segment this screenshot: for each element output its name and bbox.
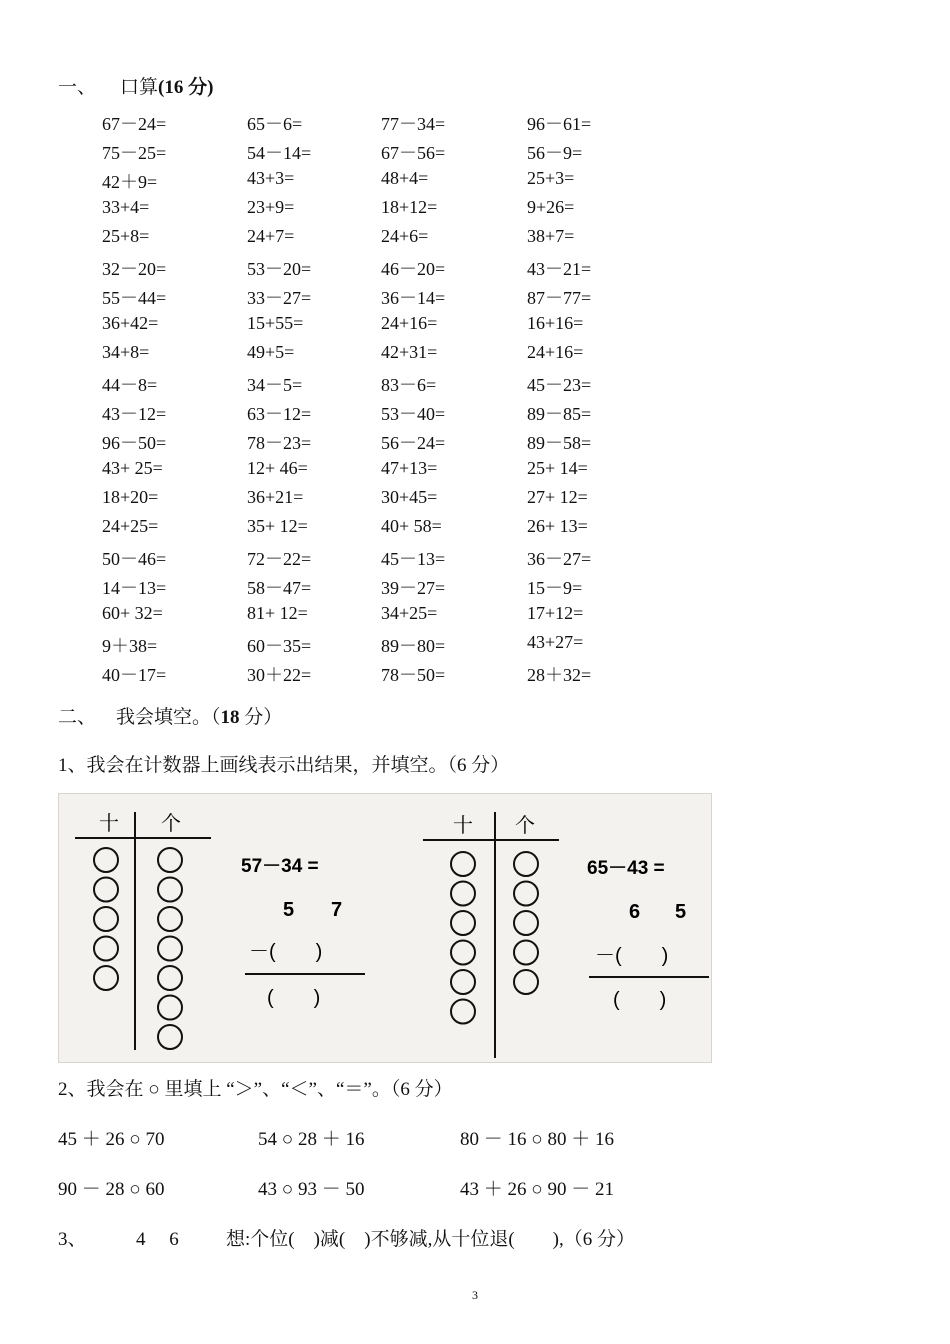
arith-row: [102, 197, 662, 226]
arith-problem: 30＋22=: [247, 665, 312, 685]
arith-problem: 78－50=: [381, 665, 446, 685]
arith-problem: 42+31=: [381, 342, 438, 362]
right-tens-digit: 6: [629, 901, 641, 923]
arith-row: [102, 284, 662, 313]
arith-problem: 36－27=: [527, 549, 592, 569]
arith-problem: 54－14=: [247, 143, 312, 163]
compare-item: 54 ○ 28 ＋ 16: [258, 1129, 365, 1150]
ones-bead: [514, 852, 538, 876]
ones-bead: [514, 911, 538, 935]
arith-problem: 67－56=: [381, 143, 446, 163]
arith-row: [102, 545, 662, 574]
arith-problem: 46－20=: [381, 259, 446, 279]
arith-problem: 34+8=: [102, 342, 150, 362]
compare-item: 80 － 16 ○ 80 ＋ 16: [460, 1129, 614, 1150]
arith-problem: 40+ 58=: [381, 516, 442, 536]
tens-bead: [451, 970, 475, 994]
arith-problem: 47+13=: [381, 458, 438, 478]
arith-problem: 67－24=: [102, 114, 167, 134]
left-tens-digit: 5: [283, 899, 295, 921]
arith-row: [102, 342, 662, 371]
abacus-figure: [58, 793, 712, 1063]
arith-problem: 42＋9=: [102, 172, 158, 192]
arith-problem: 33+4=: [102, 197, 150, 217]
left-tens-label: 十: [99, 813, 119, 835]
arith-problem: 18+20=: [102, 487, 159, 507]
arith-row: [102, 516, 662, 545]
arith-row: [102, 168, 662, 197]
right-abacus: [423, 812, 559, 1058]
section-2-number: 二、: [58, 707, 97, 728]
arith-row: [102, 661, 662, 690]
arith-row: [102, 603, 662, 632]
arith-problem: 96－50=: [102, 433, 167, 453]
left-tens-beads: [94, 848, 118, 990]
section-2-title: 我会填空。（: [116, 707, 221, 728]
arith-problem: 43+3=: [247, 168, 295, 188]
section-1-number: 一、: [58, 77, 97, 98]
arith-row: [102, 139, 662, 168]
arith-problem: 44－8=: [102, 375, 158, 395]
arith-problem: 30+45=: [381, 487, 438, 507]
arith-row: [102, 110, 662, 139]
arith-problem: 14－13=: [102, 578, 167, 598]
question-3-digits: 4 6: [136, 1229, 179, 1250]
ones-bead: [158, 937, 182, 961]
tens-bead: [451, 882, 475, 906]
arith-problem: 24+7=: [247, 226, 295, 246]
arith-problem: 15+55=: [247, 313, 304, 333]
arith-row: [102, 371, 662, 400]
compare-item: 43 ＋ 26 ○ 90 － 21: [460, 1179, 614, 1200]
arith-problem: 43+ 25=: [102, 458, 163, 478]
arith-problem: 60+ 32=: [102, 603, 163, 623]
arith-problem: 25+3=: [527, 168, 575, 188]
arith-row: [102, 632, 662, 661]
section-2-points: 18: [220, 707, 240, 728]
left-abacus: [75, 812, 211, 1050]
tens-bead: [94, 848, 118, 872]
arith-problem: 55－44=: [102, 288, 167, 308]
arith-problem: 83－6=: [381, 375, 437, 395]
section-1-points: (16 分): [158, 77, 214, 98]
arith-problem: 40－17=: [102, 665, 167, 685]
arith-row: [102, 458, 662, 487]
ones-bead: [158, 1025, 182, 1049]
arith-row: [102, 255, 662, 284]
arith-problem: 60－35=: [247, 636, 312, 656]
tens-bead: [451, 1000, 475, 1024]
question-2-text: 2、我会在 ○ 里填上 “＞”、“＜”、“＝”。（6 分）: [58, 1079, 453, 1100]
arith-problem: 36+21=: [247, 487, 304, 507]
arith-problem: 56－9=: [527, 143, 583, 163]
tens-bead: [94, 937, 118, 961]
question-1-text: 1、我会在计数器上画线表示出结果，并填空。（6 分）: [58, 755, 510, 776]
arith-problem: 53－20=: [247, 259, 312, 279]
right-ones-label: 个: [515, 815, 535, 837]
left-vertical-subtraction: [241, 856, 365, 1009]
arith-problem: 16+16=: [527, 313, 584, 333]
right-ones-digit: 5: [675, 901, 687, 923]
arith-problem: 75－25=: [102, 143, 167, 163]
arith-problem: 89－80=: [381, 636, 446, 656]
ones-bead: [514, 882, 538, 906]
arith-row: [102, 313, 662, 342]
left-minus-row: －( ): [249, 941, 323, 963]
ones-bead: [158, 996, 182, 1020]
arith-problem: 33－27=: [247, 288, 312, 308]
arith-problem: 15－9=: [527, 578, 583, 598]
ones-bead: [158, 878, 182, 902]
arith-problem: 36+42=: [102, 313, 159, 333]
arith-problem: 23+9=: [247, 197, 295, 217]
section-1-title: 口算: [120, 77, 159, 98]
arith-problem: 12+ 46=: [247, 458, 308, 478]
arith-problem: 24+16=: [527, 342, 584, 362]
arith-problem: 49+5=: [247, 342, 295, 362]
left-ones-label: 个: [161, 813, 181, 835]
arith-problem: 9＋38=: [102, 636, 158, 656]
tens-bead: [94, 878, 118, 902]
question-3-text: 想:个位( )减( )不够减,从十位退( ),（6 分）: [226, 1229, 635, 1250]
left-ones-digit: 7: [331, 899, 343, 921]
arith-problem: 9+26=: [527, 197, 575, 217]
arith-problem: 43+27=: [527, 632, 584, 652]
arith-row: [102, 487, 662, 516]
tens-bead: [94, 966, 118, 990]
tens-bead: [94, 907, 118, 931]
arith-row: [102, 400, 662, 429]
ones-bead: [514, 970, 538, 994]
arith-problem: 72－22=: [247, 549, 312, 569]
right-ones-beads: [514, 852, 538, 994]
arith-problem: 50－46=: [102, 549, 167, 569]
arith-problem: 32－20=: [102, 259, 167, 279]
arith-problem: 81+ 12=: [247, 603, 308, 623]
right-tens-beads: [451, 852, 475, 1024]
arith-problem: 27+ 12=: [527, 487, 588, 507]
arith-problem: 24+6=: [381, 226, 429, 246]
arith-row: [102, 226, 662, 255]
arith-problem: 43－12=: [102, 404, 167, 424]
arith-problem: 65－6=: [247, 114, 303, 134]
right-tens-label: 十: [453, 815, 473, 837]
ones-bead: [158, 848, 182, 872]
arith-problem: 89－85=: [527, 404, 592, 424]
page-number: 3: [472, 1288, 478, 1302]
arith-problem: 63－12=: [247, 404, 312, 424]
arith-problem: 25+8=: [102, 226, 150, 246]
arith-problem: 78－23=: [247, 433, 312, 453]
ones-bead: [158, 907, 182, 931]
right-equation: 65－43 =: [587, 858, 665, 879]
left-equation: 57－34 =: [241, 856, 319, 877]
section-2-heading: [58, 702, 282, 729]
arith-problem: 56－24=: [381, 433, 446, 453]
arith-problem: 43－21=: [527, 259, 592, 279]
arith-problem: 28＋32=: [527, 665, 592, 685]
arith-problem: 35+ 12=: [247, 516, 308, 536]
section-2-tail: 分）: [239, 707, 283, 728]
arith-problem: 38+7=: [527, 226, 575, 246]
section-1-heading: [58, 72, 213, 99]
tens-bead: [451, 852, 475, 876]
ones-bead: [514, 941, 538, 965]
arith-problem: 36－14=: [381, 288, 446, 308]
right-minus-row: －( ): [595, 945, 669, 967]
question-3-label: 3、: [58, 1229, 87, 1250]
compare-item: 43 ○ 93 － 50: [258, 1179, 365, 1200]
arith-problem: 58－47=: [247, 578, 312, 598]
arith-problem: 48+4=: [381, 168, 429, 188]
arith-problem: 53－40=: [381, 404, 446, 424]
right-result-row: ( ): [613, 989, 667, 1011]
compare-item: 90 － 28 ○ 60: [58, 1179, 165, 1200]
arith-row: [102, 429, 662, 458]
arith-row: [102, 574, 662, 603]
arith-problem: 45－23=: [527, 375, 592, 395]
left-result-row: ( ): [267, 987, 321, 1009]
arith-problem: 34+25=: [381, 603, 438, 623]
arith-problem: 24+16=: [381, 313, 438, 333]
arith-problem: 89－58=: [527, 433, 592, 453]
arith-problem: 26+ 13=: [527, 516, 588, 536]
arith-problem: 39－27=: [381, 578, 446, 598]
left-ones-beads: [158, 848, 182, 1049]
arith-problem: 77－34=: [381, 114, 446, 134]
right-vertical-subtraction: [587, 858, 709, 1011]
arith-problem: 24+25=: [102, 516, 159, 536]
ones-bead: [158, 966, 182, 990]
arith-problem: 45－13=: [381, 549, 446, 569]
arith-problem: 96－61=: [527, 114, 592, 134]
arith-problem: 17+12=: [527, 603, 584, 623]
arith-problem: 87－77=: [527, 288, 592, 308]
tens-bead: [451, 941, 475, 965]
tens-bead: [451, 911, 475, 935]
arith-problem: 34－5=: [247, 375, 303, 395]
arith-problem: 25+ 14=: [527, 458, 588, 478]
compare-item: 45 ＋ 26 ○ 70: [58, 1129, 165, 1150]
arith-problem: 18+12=: [381, 197, 438, 217]
